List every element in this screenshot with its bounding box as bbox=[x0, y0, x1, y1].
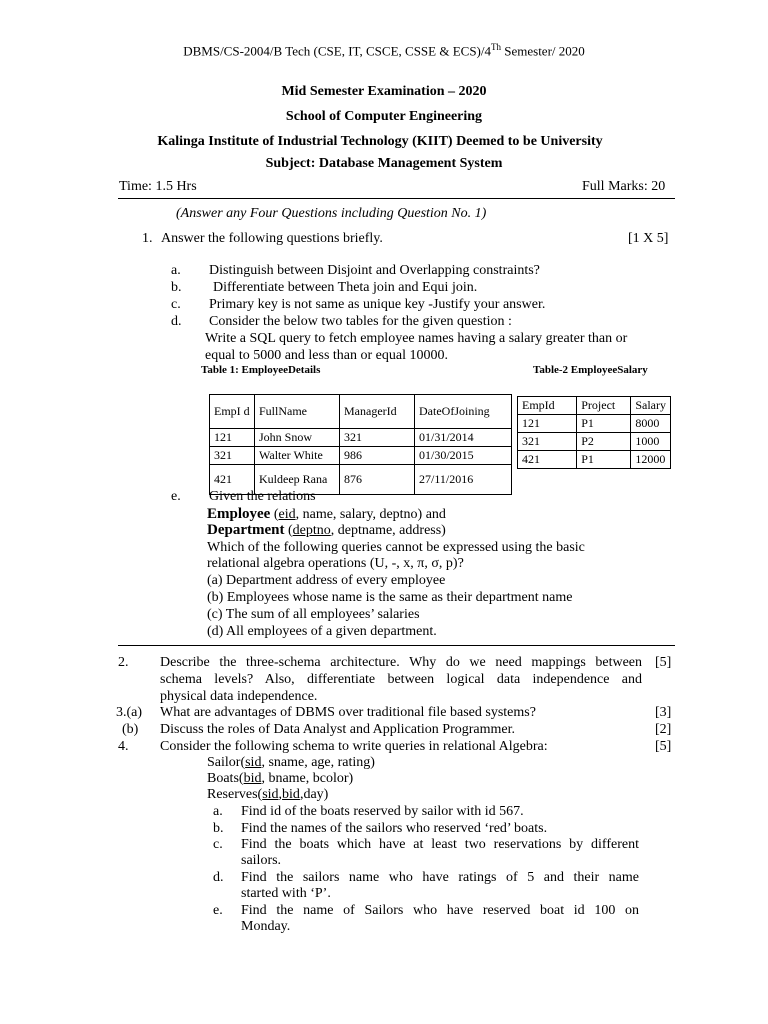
employee-attrs: , name, salary, deptno) and bbox=[295, 507, 446, 522]
q4e-line1: Find the name of Sailors who have reserved boat id 100 on bbox=[241, 903, 639, 918]
q1-text: Answer the following questions briefly. bbox=[161, 231, 383, 246]
boats-schema bbox=[207, 771, 353, 787]
table-cell: 8000 bbox=[631, 415, 671, 433]
table-cell: 121 bbox=[210, 429, 255, 447]
employee-relation: Employee (eid, name, salary, deptno) and bbox=[207, 506, 446, 522]
q3b-number: (b) bbox=[122, 722, 139, 737]
q3a-number: 3.(a) bbox=[116, 705, 143, 720]
table-cell: 321 bbox=[340, 429, 415, 447]
table-cell: 421 bbox=[210, 465, 255, 495]
sailor-pre: Sailor( bbox=[207, 755, 246, 770]
q4-text: Consider the following schema to write queries in relational Algebra: bbox=[160, 739, 548, 754]
department-key: deptno bbox=[292, 523, 331, 538]
boats-key: bid bbox=[243, 771, 262, 786]
q4c-line2: sailors. bbox=[241, 853, 282, 868]
q2-line2: schema levels? Also, differentiate between logical data independence and bbox=[160, 672, 642, 687]
institute-name: Kalinga Institute of Industrial Technology (KIIT) Deemed to be University bbox=[157, 134, 603, 149]
q1b-label: b. bbox=[171, 280, 182, 295]
q1d-line2: Write a SQL query to fetch employee names having a salary greater than or bbox=[205, 331, 628, 346]
q1e-line5: relational algebra operations (U, -, x, π, σ, p)? bbox=[207, 556, 464, 571]
table-header-cell: Salary bbox=[631, 397, 671, 415]
table-cell: P1 bbox=[577, 451, 631, 469]
table-cell: P2 bbox=[577, 433, 631, 451]
course-line-a: DBMS/CS-2004/B Tech (CSE, IT, CSCE, CSSE & ECS)/4 bbox=[183, 43, 491, 59]
q4d-line1: Find the sailors name who have ratings of 5 and their name bbox=[241, 870, 639, 885]
q3b-text: Discuss the roles of Data Analyst and Application Programmer. bbox=[160, 722, 515, 737]
employee-relation-name: Employee bbox=[207, 506, 271, 522]
q4a-text: Find id of the boats reserved by sailor with id 567. bbox=[241, 804, 524, 819]
q1e-option-a: (a) Department address of every employee bbox=[207, 573, 446, 588]
q4c-label: c. bbox=[213, 837, 223, 852]
q2-line1: Describe the three-schema architecture. Why do we need mappings between bbox=[160, 655, 642, 670]
school-name: School of Computer Engineering bbox=[285, 109, 483, 124]
reserves-key-bid: bid bbox=[282, 787, 300, 802]
course-header bbox=[0, 42, 768, 59]
table-cell: 321 bbox=[210, 447, 255, 465]
q4-number: 4. bbox=[118, 739, 129, 754]
q1-marks: [1 X 5] bbox=[628, 231, 669, 246]
q1c-label: c. bbox=[171, 297, 181, 312]
q1d-label: d. bbox=[171, 314, 182, 329]
q3b-marks: [2] bbox=[655, 722, 672, 737]
table-cell: Kuldeep Rana bbox=[255, 465, 340, 495]
boats-pre: Boats( bbox=[207, 771, 244, 786]
q4d-line2: started with ‘P’. bbox=[241, 886, 331, 901]
q4e-line2: Monday. bbox=[241, 919, 291, 934]
table-cell: 27/11/2016 bbox=[415, 465, 512, 495]
table-cell: 1000 bbox=[631, 433, 671, 451]
q4d-label: d. bbox=[213, 870, 224, 885]
table2-caption: Table-2 EmployeeSalary bbox=[533, 364, 648, 376]
table-cell: 01/31/2014 bbox=[415, 429, 512, 447]
table-row bbox=[210, 429, 512, 447]
q1e-option-c: (c) The sum of all employees’ salaries bbox=[207, 607, 420, 622]
q1c-text: Primary key is not same as unique key -Justify your answer. bbox=[209, 297, 546, 312]
table-cell: 421 bbox=[518, 451, 577, 469]
table-cell: P1 bbox=[577, 415, 631, 433]
table-header-cell: EmpId bbox=[518, 397, 577, 415]
q4b-text: Find the names of the sailors who reserved ‘red’ boats. bbox=[241, 821, 548, 836]
employee-key: eid bbox=[278, 507, 296, 522]
sailor-schema bbox=[207, 755, 375, 771]
course-line-b: Semester/ 2020 bbox=[501, 43, 585, 59]
q2-line3: physical data independence. bbox=[160, 689, 318, 704]
q1d-text: Consider the below two tables for the given question : bbox=[209, 314, 512, 329]
q1a-label: a. bbox=[171, 263, 181, 278]
employee-details-table bbox=[209, 394, 512, 495]
q1e-line4: Which of the following queries cannot be expressed using the basic bbox=[207, 540, 585, 555]
exam-title: Mid Semester Examination – 2020 bbox=[281, 84, 487, 99]
course-sup: Th bbox=[491, 42, 501, 52]
table-header-cell: Project bbox=[577, 397, 631, 415]
time-label: Time: 1.5 Hrs bbox=[119, 179, 197, 194]
q1b-text: Differentiate between Theta join and Equi join. bbox=[213, 280, 478, 295]
q1e-option-d: (d) All employees of a given department. bbox=[207, 624, 437, 639]
q2-marks: [5] bbox=[655, 655, 672, 670]
q1a-text: Distinguish between Disjoint and Overlapping constraints? bbox=[209, 263, 540, 278]
q3a-text: What are advantages of DBMS over traditional file based systems? bbox=[160, 705, 536, 720]
department-relation-name: Department bbox=[207, 522, 285, 538]
header-rule bbox=[118, 198, 675, 199]
q4b-label: b. bbox=[213, 821, 224, 836]
sailor-key: sid bbox=[245, 755, 262, 770]
q4-marks: [5] bbox=[655, 739, 672, 754]
table-cell: John Snow bbox=[255, 429, 340, 447]
reserves-schema bbox=[207, 787, 328, 803]
table-row bbox=[518, 415, 671, 433]
table-row bbox=[518, 433, 671, 451]
sailor-attrs: , sname, age, rating) bbox=[261, 755, 375, 770]
table-header-row bbox=[210, 395, 512, 429]
table-cell: Walter White bbox=[255, 447, 340, 465]
table-header-cell: EmpI d bbox=[210, 395, 255, 429]
instruction: (Answer any Four Questions including Question No. 1) bbox=[176, 206, 487, 221]
table-cell: 01/30/2015 bbox=[415, 447, 512, 465]
table-cell: 986 bbox=[340, 447, 415, 465]
employee-salary-table bbox=[517, 396, 671, 469]
q1d-line3: equal to 5000 and less than or equal 10000. bbox=[205, 348, 449, 363]
section-rule bbox=[118, 645, 675, 646]
q4c-line1: Find the boats which have at least two reservations by different bbox=[241, 837, 639, 852]
table-header-cell: FullName bbox=[255, 395, 340, 429]
q1-number: 1. bbox=[142, 231, 153, 246]
department-attrs: , deptname, address) bbox=[330, 523, 446, 538]
q1e-label: e. bbox=[171, 489, 181, 504]
table-row bbox=[518, 451, 671, 469]
q4e-label: e. bbox=[213, 903, 223, 918]
boats-attrs: , bname, bcolor) bbox=[261, 771, 354, 786]
table-cell: 12000 bbox=[631, 451, 671, 469]
table-header-row bbox=[518, 397, 671, 415]
reserves-pre: Reserves( bbox=[207, 787, 263, 802]
reserves-attrs: ,day) bbox=[299, 787, 329, 802]
q1e-option-b: (b) Employees whose name is the same as their department name bbox=[207, 590, 573, 605]
reserves-key-sid: sid bbox=[262, 787, 279, 802]
table-cell: 321 bbox=[518, 433, 577, 451]
table-cell: 121 bbox=[518, 415, 577, 433]
department-relation: Department (deptno, deptname, address) bbox=[207, 522, 446, 538]
table1-caption: Table 1: EmployeeDetails bbox=[201, 364, 321, 376]
table-header-cell: ManagerId bbox=[340, 395, 415, 429]
q2-number: 2. bbox=[118, 655, 129, 670]
full-marks-label: Full Marks: 20 bbox=[582, 179, 666, 194]
table-row bbox=[210, 447, 512, 465]
reserves-comma: , bbox=[278, 787, 283, 802]
table-cell: 876 bbox=[340, 465, 415, 495]
q3a-marks: [3] bbox=[655, 705, 672, 720]
subject-name: Subject: Database Management System bbox=[265, 156, 503, 171]
table-header-cell: DateOfJoining bbox=[415, 395, 512, 429]
q1e-text: Given the relations bbox=[209, 489, 316, 504]
q4a-label: a. bbox=[213, 804, 223, 819]
